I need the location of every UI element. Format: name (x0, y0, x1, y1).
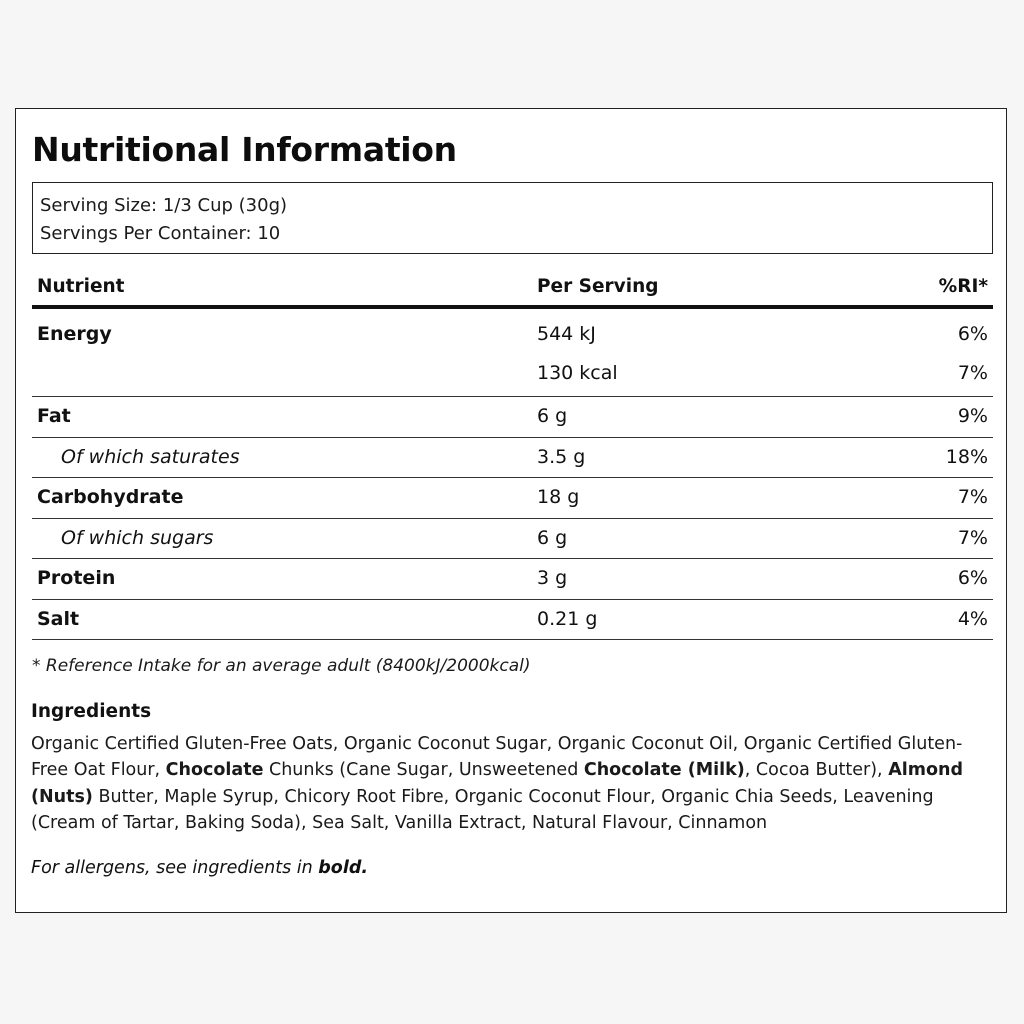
nutrient-name: Of which sugars (61, 526, 214, 549)
nutrient-ri-kj: 6% (957, 323, 988, 345)
nutrient-ri-kcal: 7% (957, 362, 988, 384)
nutrient-ri: 7% (957, 526, 988, 549)
nutrient-name: Fat (37, 405, 71, 427)
ingredients-text (31, 731, 977, 836)
nutrient-name: Carbohydrate (37, 486, 184, 508)
nutrient-name: Of which saturates (61, 445, 240, 468)
table-row-carbohydrate (32, 478, 993, 519)
nutrient-value-kcal: 130 kcal (537, 362, 618, 384)
serving-size: Serving Size: 1/3 Cup (30g) (40, 195, 288, 216)
header-per-serving: Per Serving (537, 276, 659, 297)
nutrition-panel (15, 108, 1007, 913)
ingredients-part: Butter, Maple Syrup, Chicory Root Fibre, Organic Coconut Flour, Organic Chia Seeds, Leavening (Cream of Tartar, Baking Soda), Sea Salt, Vanilla Extract, Natural Flavour, Cinnamon (31, 786, 934, 833)
allergen-note-text: For allergens, see ingredients in (31, 858, 319, 878)
nutrient-value: 0.21 g (537, 607, 598, 630)
allergen-note-bold: bold. (318, 858, 369, 878)
ingredients-heading: Ingredients (31, 701, 152, 722)
nutrient-value: 3 g (537, 567, 568, 589)
allergen-chocolate: Chocolate (165, 760, 264, 781)
table-header (32, 269, 993, 309)
allergen-almond-nuts: Almond (Nuts) (31, 760, 963, 807)
allergen-chocolate-milk: Chocolate (Milk) (583, 760, 745, 781)
nutrient-value: 6 g (537, 526, 568, 549)
nutrient-value: 18 g (537, 486, 580, 508)
table-row-salt (32, 600, 993, 641)
nutrient-name: Energy (37, 323, 112, 345)
allergen-note (31, 855, 368, 881)
table-row-sugars (32, 519, 993, 560)
table-row-fat (32, 397, 993, 438)
table-row-energy (32, 309, 993, 397)
nutrient-ri: 6% (957, 567, 988, 589)
page-title: Nutritional Information (32, 130, 457, 169)
nutrient-value: 6 g (537, 405, 568, 427)
ingredients-part: Chunks (Cane Sugar, Unsweetened (263, 760, 584, 781)
header-ri: %RI* (938, 276, 988, 297)
nutrient-ri: 18% (945, 445, 988, 468)
nutrient-ri: 9% (957, 405, 988, 427)
nutrient-ri: 7% (957, 486, 988, 508)
header-nutrient: Nutrient (37, 276, 125, 297)
table-row-protein (32, 559, 993, 600)
servings-per-container: Servings Per Container: 10 (40, 223, 281, 244)
nutrient-ri: 4% (957, 607, 988, 630)
table-row-saturates (32, 438, 993, 479)
nutrient-name: Salt (37, 607, 80, 630)
nutrient-value: 3.5 g (537, 445, 586, 468)
ingredients-part: , Cocoa Butter), (744, 760, 889, 781)
ingredients-part: Organic Certified Gluten-Free Oats, Organic Coconut Sugar, Organic Coconut Oil, Organic Certified Gluten-Free Oat Flour, (31, 734, 963, 781)
nutrient-value-kj: 544 kJ (537, 323, 596, 345)
reference-intake-footnote: * Reference Intake for an average adult (8400kJ/2000kcal) (32, 656, 531, 676)
serving-info-box (32, 182, 993, 254)
nutrient-name: Protein (37, 567, 116, 589)
nutrition-table (32, 269, 993, 640)
